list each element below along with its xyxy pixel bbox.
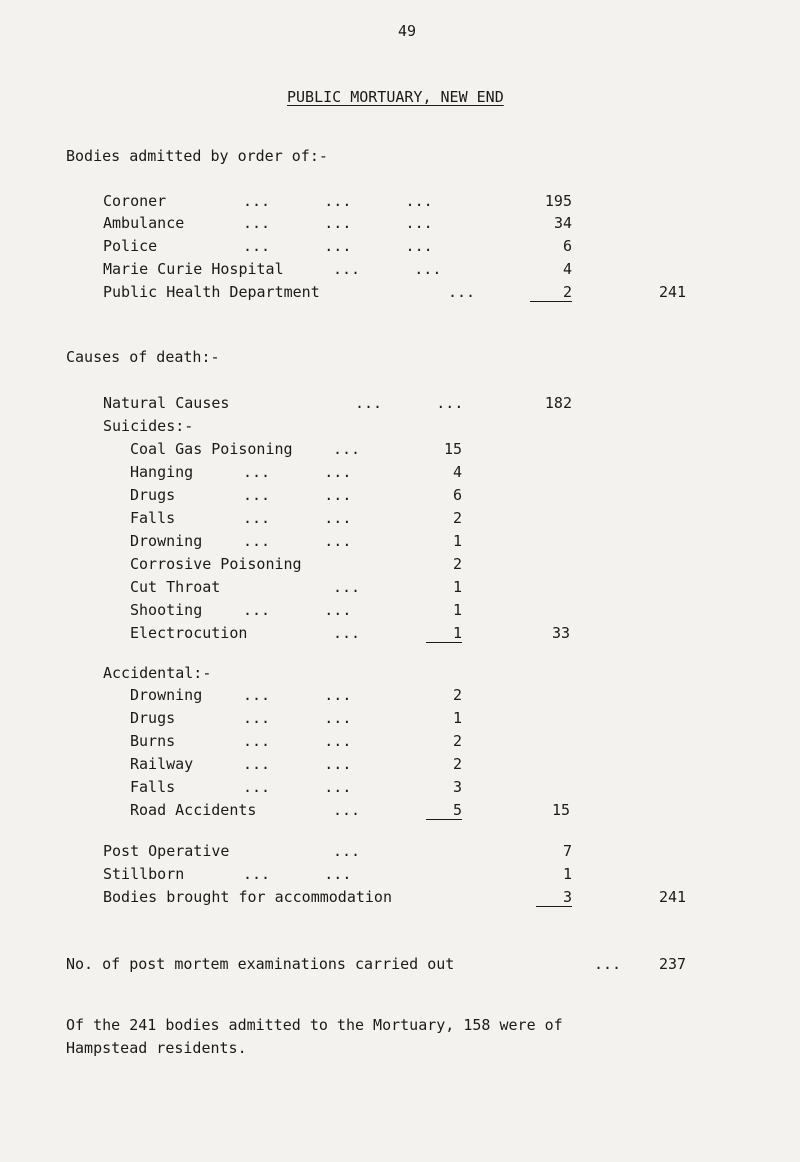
suicide-dots: ... ... bbox=[243, 509, 352, 527]
admitted-dots: ... ... bbox=[333, 260, 442, 278]
admitted-value-ambulance: 34 bbox=[553, 214, 572, 232]
admitted-label-marie-curie: Marie Curie Hospital bbox=[103, 260, 284, 278]
other-value-stillborn: 1 bbox=[562, 865, 572, 883]
admitted-dots: ... ... ... bbox=[243, 214, 433, 232]
accidental-dots: ... ... bbox=[243, 755, 352, 773]
accidental-dots: ... bbox=[333, 801, 361, 819]
suicide-dots: ... ... bbox=[243, 601, 352, 619]
suicide-value: 4 bbox=[452, 463, 462, 481]
suicide-value: 1 bbox=[452, 532, 462, 550]
post-mortem-label: No. of post mortem examinations carried out bbox=[66, 955, 455, 973]
other-label-post-operative: Post Operative bbox=[103, 842, 230, 860]
accidental-value: 2 bbox=[452, 686, 462, 704]
admitted-label-police: Police bbox=[103, 237, 158, 255]
accidental-value: 3 bbox=[452, 778, 462, 796]
accidental-label: Burns bbox=[130, 732, 176, 750]
suicide-value: 2 bbox=[452, 555, 462, 573]
admitted-total: 241 bbox=[659, 283, 687, 301]
accidental-total: 15 bbox=[552, 801, 571, 819]
other-dots: ... ... bbox=[243, 865, 352, 883]
suicide-dots: ... ... bbox=[243, 486, 352, 504]
suicide-dots: ... ... bbox=[243, 532, 352, 550]
suicide-value: 1 bbox=[452, 601, 462, 619]
causes-total: 241 bbox=[659, 888, 687, 906]
admitted-label-coroner: Coroner bbox=[103, 192, 167, 210]
admitted-heading: Bodies admitted by order of:- bbox=[66, 147, 328, 165]
accidental-value: 5 bbox=[426, 803, 462, 820]
causes-heading: Causes of death:- bbox=[66, 348, 220, 366]
other-label-stillborn: Stillborn bbox=[103, 865, 185, 883]
accidental-value: 2 bbox=[452, 755, 462, 773]
admitted-label-ambulance: Ambulance bbox=[103, 214, 185, 232]
accidental-label: Road Accidents bbox=[130, 801, 257, 819]
other-dots: ... bbox=[333, 842, 361, 860]
accidental-heading: Accidental:- bbox=[103, 664, 212, 682]
suicide-label: Falls bbox=[130, 509, 176, 527]
other-label-accommodation: Bodies brought for accommodation bbox=[103, 888, 392, 906]
suicide-label: Shooting bbox=[130, 601, 203, 619]
admitted-dots: ... bbox=[448, 283, 476, 301]
admitted-value-coroner: 195 bbox=[544, 192, 572, 210]
other-value-accommodation: 3 bbox=[536, 890, 572, 907]
accidental-dots: ... ... bbox=[243, 709, 352, 727]
footer-line-2: Hampstead residents. bbox=[66, 1039, 247, 1057]
suicide-label: Drugs bbox=[130, 486, 176, 504]
suicide-dots: ... bbox=[333, 624, 361, 642]
natural-causes-value: 182 bbox=[544, 394, 572, 412]
post-mortem-value: 237 bbox=[659, 955, 687, 973]
admitted-value-police: 6 bbox=[562, 237, 572, 255]
suicide-value: 6 bbox=[452, 486, 462, 504]
admitted-dots: ... ... ... bbox=[243, 237, 433, 255]
accidental-label: Drugs bbox=[130, 709, 176, 727]
other-value-post-operative: 7 bbox=[562, 842, 572, 860]
suicide-label: Drowning bbox=[130, 532, 203, 550]
accidental-dots: ... ... bbox=[243, 732, 352, 750]
suicide-value: 1 bbox=[426, 626, 462, 643]
admitted-dots: ... ... ... bbox=[243, 192, 433, 210]
accidental-dots: ... ... bbox=[243, 778, 352, 796]
suicide-label: Coal Gas Poisoning bbox=[130, 440, 293, 458]
admitted-value-public-health: 2 bbox=[530, 285, 572, 302]
suicide-value: 2 bbox=[452, 509, 462, 527]
suicides-total: 33 bbox=[552, 624, 571, 642]
accidental-label: Drowning bbox=[130, 686, 203, 704]
suicide-value: 1 bbox=[452, 578, 462, 596]
natural-causes-dots: ... ... bbox=[355, 394, 464, 412]
suicide-label: Cut Throat bbox=[130, 578, 221, 596]
suicide-dots: ... bbox=[333, 578, 361, 596]
admitted-label-public-health: Public Health Department bbox=[103, 283, 320, 301]
footer-line-1: Of the 241 bodies admitted to the Mortuary, 158 were of bbox=[66, 1016, 563, 1034]
page-title: PUBLIC MORTUARY, NEW END bbox=[287, 88, 504, 106]
admitted-value-marie-curie: 4 bbox=[562, 260, 572, 278]
accidental-value: 2 bbox=[452, 732, 462, 750]
page-number: 49 bbox=[398, 22, 417, 40]
natural-causes-label: Natural Causes bbox=[103, 394, 230, 412]
suicide-label: Electrocution bbox=[130, 624, 248, 642]
suicide-value: 15 bbox=[443, 440, 462, 458]
suicide-label: Hanging bbox=[130, 463, 194, 481]
suicide-label: Corrosive Poisoning bbox=[130, 555, 302, 573]
accidental-dots: ... ... bbox=[243, 686, 352, 704]
suicide-dots: ... bbox=[333, 440, 361, 458]
suicides-heading: Suicides:- bbox=[103, 417, 194, 435]
accidental-value: 1 bbox=[452, 709, 462, 727]
accidental-label: Railway bbox=[130, 755, 194, 773]
post-mortem-dots: ... bbox=[594, 955, 622, 973]
suicide-dots: ... ... bbox=[243, 463, 352, 481]
accidental-label: Falls bbox=[130, 778, 176, 796]
